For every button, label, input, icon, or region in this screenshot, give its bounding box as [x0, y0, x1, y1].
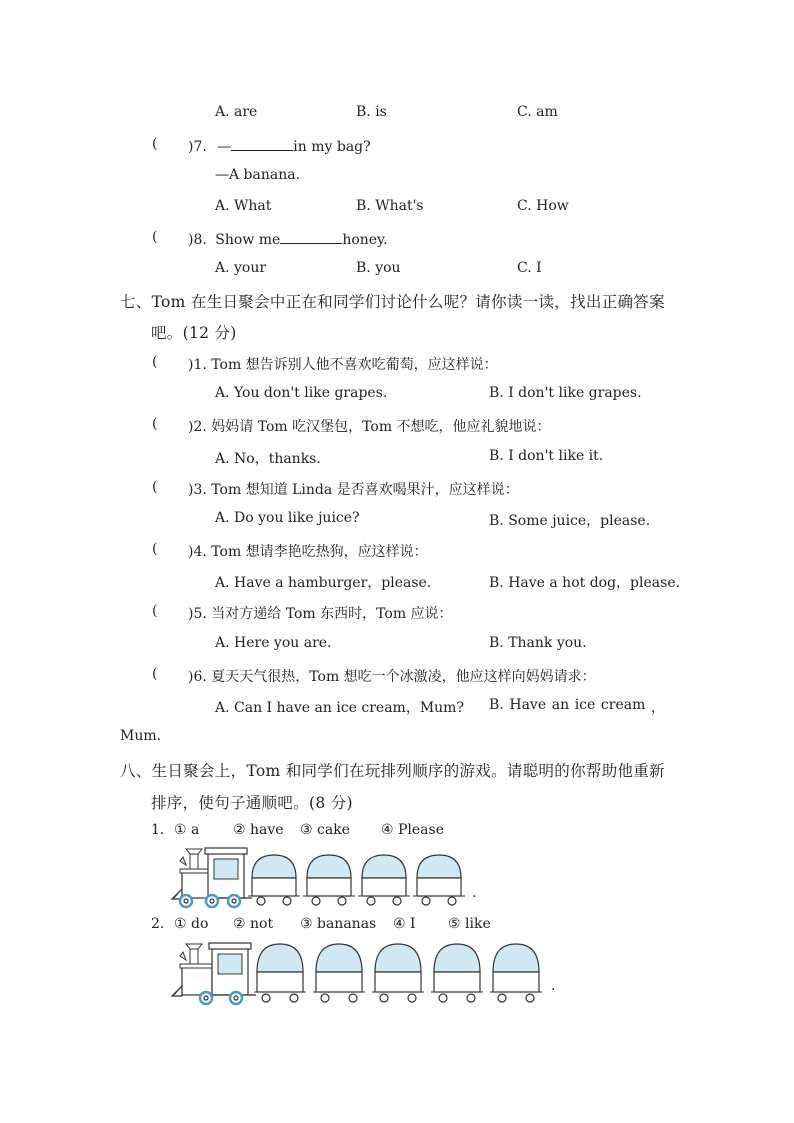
s8-q1-word: ① a [174, 822, 200, 838]
s8-q1-number: 1. [151, 822, 165, 838]
s7-q6-b-part: Have [509, 697, 547, 713]
s7-q1-prompt: Tom 想告诉别人他不喜欢吃葡萄，应这样说： [211, 357, 498, 373]
train-engine-icon [172, 943, 256, 996]
s7-q1-option-b: B. I don't like grapes. [489, 385, 642, 401]
s7-q5-option-a: A. Here you are. [215, 635, 332, 651]
s7-q6-b-part: ice [574, 697, 596, 713]
q8-text-after: honey. [342, 232, 388, 248]
s7-q2-paren: ( [152, 416, 158, 432]
train-engine-icon [172, 848, 252, 899]
s7-q4 [188, 541, 428, 561]
s8-q1-word: ④ Please [381, 822, 444, 838]
q8-text-before: Show me [215, 232, 281, 248]
q6-option-c: C. am [517, 104, 558, 120]
s7-q1-paren: ( [152, 354, 158, 370]
train-wheels [200, 992, 534, 1004]
q7-paren-open: ( [152, 136, 158, 152]
train-car [248, 855, 300, 896]
q7-reply: —A banana. [215, 167, 301, 183]
s7-q4-option-a: A. Have a hamburger，please. [215, 575, 432, 591]
s7-q3-option-b: B. Some juice，please. [489, 513, 651, 529]
q6-option-a: A. are [215, 104, 258, 120]
s7-q3-prompt: Tom 想知道 Linda 是否喜欢喝果汁，应这样说： [211, 482, 519, 498]
s8-q2-number: 2. [151, 916, 165, 932]
s7-q6-b-part: cream [600, 697, 646, 713]
train-car [303, 855, 355, 896]
s7-q5-number: )5. [188, 606, 207, 622]
q7-option-b: B. What's [356, 198, 424, 214]
q6-option-b: B. is [356, 104, 387, 120]
s7-q5-paren: ( [152, 603, 158, 619]
s7-q6 [188, 666, 596, 686]
section-8-title-line1: 八、生日聚会上，Tom 和同学们在玩排列顺序的游戏。请聪明的你帮助他重新 [120, 762, 665, 780]
s7-q2 [188, 416, 551, 436]
s7-q4-prompt: Tom 想请李艳吃热狗，应这样说： [211, 544, 428, 560]
s7-q3-option-a: A. Do you like juice? [215, 510, 360, 526]
s8-q1-word: ③ cake [300, 822, 350, 838]
train-car [490, 944, 542, 992]
s7-q1-option-a: A. You don't like grapes. [215, 385, 388, 401]
s7-q1-number: )1. [188, 357, 207, 373]
q7-text: in my bag? [293, 139, 371, 155]
s7-q4-option-b: B. Have a hot dog，please. [489, 575, 681, 591]
section-7-title-line1: 七、Tom 在生日聚会中正在和同学们讨论什么呢？请你读一读，找出正确答案 [120, 293, 665, 311]
s7-q3-paren: ( [152, 479, 158, 495]
train-car [431, 944, 483, 992]
train-car [413, 855, 465, 896]
s8-q2-word: ④ I [393, 916, 416, 932]
s7-q6-number: )6. [188, 669, 207, 685]
train-answer-1 [168, 845, 478, 910]
q7-dash: — [217, 139, 232, 155]
s7-q3-number: )3. [188, 482, 207, 498]
q8-number: )8. [188, 232, 207, 248]
q8-option-c: C. I [517, 260, 542, 276]
s7-q6-b-part: ， [650, 700, 665, 716]
question-7 [188, 136, 371, 155]
s7-q2-prompt: 妈妈请 Tom 吃汉堡包，Tom 不想吃，他应礼貌地说： [211, 419, 551, 435]
s7-q2-option-b: B. I don't like it. [489, 448, 604, 464]
q7-option-a: A. What [215, 198, 272, 214]
s7-q5-prompt: 当对方递给 Tom 东西时，Tom 应说： [211, 606, 453, 622]
s7-q6-b-part: B. [489, 697, 504, 713]
q8-option-a: A. your [215, 260, 267, 276]
train-car [254, 944, 306, 992]
s8-q2-word: ⑤ like [448, 916, 491, 932]
s8-q1-end: . [472, 885, 477, 901]
section-7-title-line2: 吧。(12 分) [151, 324, 237, 342]
s7-q6-option-a: A. Can I have an ice cream，Mum? [215, 700, 464, 716]
train-car [313, 944, 365, 992]
s7-q6-prompt: 夏天天气很热，Tom 想吃一个冰激凌，他应这样向妈妈请求： [211, 669, 596, 685]
s8-q2-word: ② not [233, 916, 274, 932]
s7-q6-option-b [489, 697, 665, 717]
s8-q2-end: . [551, 978, 556, 994]
q8-paren-open: ( [152, 229, 158, 245]
question-8 [188, 229, 388, 248]
s7-q6-b-part: an [551, 697, 570, 713]
s7-q5 [188, 603, 453, 623]
s8-q1-word: ② have [233, 822, 284, 838]
q8-option-b: B. you [356, 260, 401, 276]
s7-q5-option-b: B. Thank you. [489, 635, 587, 651]
s7-q4-number: )4. [188, 544, 207, 560]
s7-q6-paren: ( [152, 666, 158, 682]
s7-q4-paren: ( [152, 541, 158, 557]
q7-blank[interactable] [231, 136, 293, 151]
q7-option-c: C. How [517, 198, 569, 214]
s7-q6-wrap: Mum. [120, 728, 162, 744]
q8-blank[interactable] [280, 229, 342, 244]
section-8-title-line2: 排序，使句子通顺吧。(8 分) [151, 794, 353, 812]
s7-q1 [188, 354, 498, 374]
train-answer-2 [168, 938, 556, 1006]
s7-q2-number: )2. [188, 419, 207, 435]
train-car [358, 855, 410, 896]
train-car [372, 944, 424, 992]
s8-q2-word: ③ bananas [300, 916, 377, 932]
s7-q3 [188, 479, 519, 499]
s7-q2-option-a: A. No，thanks. [215, 451, 321, 467]
s8-q2-word: ① do [174, 916, 209, 932]
q7-number: )7. [188, 139, 207, 155]
